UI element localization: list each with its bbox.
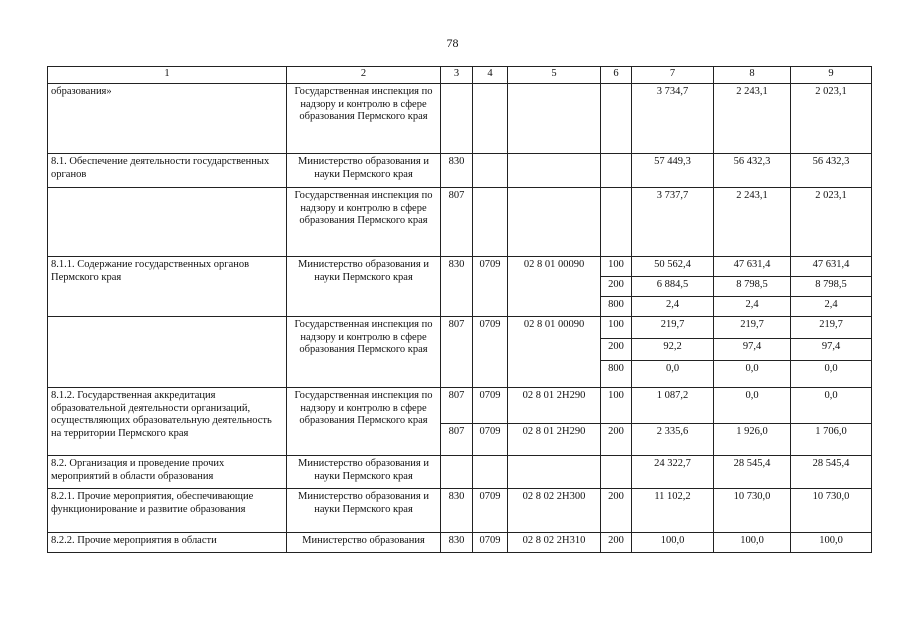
amount-col8-cell: 1 926,0 bbox=[714, 424, 791, 456]
table-row bbox=[48, 84, 872, 154]
amount-col7-cell: 6 884,5 bbox=[632, 277, 714, 297]
agency-cell: Государственная инспекция по надзору и контролю в сфере образования Пермского края bbox=[287, 317, 441, 388]
item-name-cell: 8.1. Обеспечение деятельности государственных органов bbox=[48, 154, 287, 188]
amount-col8-cell: 97,4 bbox=[714, 339, 791, 361]
expense-type-cell bbox=[601, 84, 632, 154]
code-cell: 830 bbox=[441, 533, 473, 553]
amount-col8-cell: 219,7 bbox=[714, 317, 791, 339]
target-article-cell bbox=[508, 154, 601, 188]
expense-type-cell: 200 bbox=[601, 533, 632, 553]
amount-col8-cell: 2 243,1 bbox=[714, 188, 791, 257]
expense-type-cell: 100 bbox=[601, 317, 632, 339]
expense-type-cell: 200 bbox=[601, 339, 632, 361]
expense-type-cell: 100 bbox=[601, 388, 632, 424]
amount-col7-cell: 50 562,4 bbox=[632, 257, 714, 277]
target-article-cell bbox=[508, 84, 601, 154]
section-cell: 0709 bbox=[473, 489, 508, 533]
agency-cell: Министерство образования и науки Пермского края bbox=[287, 489, 441, 533]
section-cell: 0709 bbox=[473, 257, 508, 317]
header-cell: 3 bbox=[441, 67, 473, 84]
amount-col9-cell: 8 798,5 bbox=[791, 277, 872, 297]
amount-col7-cell: 2 335,6 bbox=[632, 424, 714, 456]
section-cell bbox=[473, 154, 508, 188]
table-row bbox=[48, 489, 872, 533]
code-cell: 830 bbox=[441, 489, 473, 533]
code-cell: 830 bbox=[441, 154, 473, 188]
amount-col7-cell: 3 737,7 bbox=[632, 188, 714, 257]
target-article-cell: 02 8 01 2Н290 bbox=[508, 424, 601, 456]
amount-col8-cell: 8 798,5 bbox=[714, 277, 791, 297]
table-row bbox=[48, 154, 872, 188]
amount-col8-cell: 47 631,4 bbox=[714, 257, 791, 277]
amount-col8-cell: 100,0 bbox=[714, 533, 791, 553]
target-article-cell: 02 8 02 2Н310 bbox=[508, 533, 601, 553]
page-number: 78 bbox=[446, 36, 459, 50]
code-cell bbox=[441, 456, 473, 489]
agency-cell: Государственная инспекция по надзору и контролю в сфере образования Пермского края bbox=[287, 188, 441, 257]
amount-col9-cell: 47 631,4 bbox=[791, 257, 872, 277]
item-name-cell: 8.2.1. Прочие мероприятия, обеспечивающие функционирование и развитие образования bbox=[48, 489, 287, 533]
expense-type-cell bbox=[601, 456, 632, 489]
header-cell: 7 bbox=[632, 67, 714, 84]
code-cell: 807 bbox=[441, 388, 473, 424]
expense-type-cell: 200 bbox=[601, 277, 632, 297]
target-article-cell: 02 8 01 2Н290 bbox=[508, 388, 601, 424]
expense-type-cell bbox=[601, 154, 632, 188]
amount-col9-cell: 97,4 bbox=[791, 339, 872, 361]
agency-cell: Государственная инспекция по надзору и контролю в сфере образования Пермского края bbox=[287, 84, 441, 154]
header-cell: 5 bbox=[508, 67, 601, 84]
amount-col7-cell: 219,7 bbox=[632, 317, 714, 339]
table-row bbox=[48, 257, 872, 277]
item-name-cell: 8.1.1. Содержание государственных органов Пермского края bbox=[48, 257, 287, 317]
header-cell: 4 bbox=[473, 67, 508, 84]
code-cell: 807 bbox=[441, 317, 473, 388]
amount-col9-cell: 10 730,0 bbox=[791, 489, 872, 533]
code-cell bbox=[441, 84, 473, 154]
amount-col7-cell: 11 102,2 bbox=[632, 489, 714, 533]
section-cell: 0709 bbox=[473, 317, 508, 388]
table-row bbox=[48, 388, 872, 424]
target-article-cell: 02 8 01 00090 bbox=[508, 317, 601, 388]
target-article-cell bbox=[508, 188, 601, 257]
target-article-cell bbox=[508, 456, 601, 489]
header-cell: 6 bbox=[601, 67, 632, 84]
target-article-cell: 02 8 01 00090 bbox=[508, 257, 601, 317]
amount-col8-cell: 2,4 bbox=[714, 297, 791, 317]
expense-type-cell: 800 bbox=[601, 297, 632, 317]
amount-col7-cell: 92,2 bbox=[632, 339, 714, 361]
amount-col7-cell: 2,4 bbox=[632, 297, 714, 317]
agency-cell: Министерство образования bbox=[287, 533, 441, 553]
header-cell: 8 bbox=[714, 67, 791, 84]
amount-col7-cell: 100,0 bbox=[632, 533, 714, 553]
header-cell: 9 bbox=[791, 67, 872, 84]
item-name-cell bbox=[48, 317, 287, 388]
amount-col8-cell: 0,0 bbox=[714, 388, 791, 424]
table-header-row bbox=[48, 67, 872, 84]
section-cell bbox=[473, 456, 508, 489]
code-cell: 807 bbox=[441, 188, 473, 257]
amount-col7-cell: 24 322,7 bbox=[632, 456, 714, 489]
amount-col7-cell: 0,0 bbox=[632, 361, 714, 388]
item-name-cell: 8.1.2. Государственная аккредитация образовательной деятельности организаций, осуществляющих образовательную деятельность на территории Пермского края bbox=[48, 388, 287, 456]
amount-col8-cell: 10 730,0 bbox=[714, 489, 791, 533]
amount-col8-cell: 0,0 bbox=[714, 361, 791, 388]
budget-table bbox=[47, 66, 872, 553]
amount-col8-cell: 56 432,3 bbox=[714, 154, 791, 188]
amount-col9-cell: 0,0 bbox=[791, 361, 872, 388]
section-cell bbox=[473, 84, 508, 154]
amount-col8-cell: 2 243,1 bbox=[714, 84, 791, 154]
expense-type-cell: 200 bbox=[601, 489, 632, 533]
agency-cell: Министерство образования и науки Пермского края bbox=[287, 456, 441, 489]
header-cell: 2 bbox=[287, 67, 441, 84]
amount-col9-cell: 2 023,1 bbox=[791, 188, 872, 257]
expense-type-cell: 200 bbox=[601, 424, 632, 456]
table-row bbox=[48, 533, 872, 553]
amount-col9-cell: 2,4 bbox=[791, 297, 872, 317]
code-cell: 830 bbox=[441, 257, 473, 317]
amount-col9-cell: 100,0 bbox=[791, 533, 872, 553]
expense-type-cell bbox=[601, 188, 632, 257]
amount-col9-cell: 2 023,1 bbox=[791, 84, 872, 154]
agency-cell: Государственная инспекция по надзору и контролю в сфере образования Пермского края bbox=[287, 388, 441, 456]
table-row bbox=[48, 188, 872, 257]
agency-cell: Министерство образования и науки Пермского края bbox=[287, 257, 441, 317]
table-row bbox=[48, 456, 872, 489]
amount-col7-cell: 57 449,3 bbox=[632, 154, 714, 188]
item-name-cell bbox=[48, 188, 287, 257]
item-name-cell: 8.2.2. Прочие мероприятия в области bbox=[48, 533, 287, 553]
amount-col9-cell: 28 545,4 bbox=[791, 456, 872, 489]
section-cell: 0709 bbox=[473, 533, 508, 553]
target-article-cell: 02 8 02 2Н300 bbox=[508, 489, 601, 533]
agency-cell: Министерство образования и науки Пермского края bbox=[287, 154, 441, 188]
item-name-cell: образования» bbox=[48, 84, 287, 154]
section-cell: 0709 bbox=[473, 424, 508, 456]
expense-type-cell: 800 bbox=[601, 361, 632, 388]
amount-col9-cell: 219,7 bbox=[791, 317, 872, 339]
amount-col7-cell: 1 087,2 bbox=[632, 388, 714, 424]
amount-col9-cell: 1 706,0 bbox=[791, 424, 872, 456]
section-cell bbox=[473, 188, 508, 257]
table-row bbox=[48, 317, 872, 339]
header-cell: 1 bbox=[48, 67, 287, 84]
expense-type-cell: 100 bbox=[601, 257, 632, 277]
amount-col7-cell: 3 734,7 bbox=[632, 84, 714, 154]
section-cell: 0709 bbox=[473, 388, 508, 424]
amount-col9-cell: 56 432,3 bbox=[791, 154, 872, 188]
amount-col8-cell: 28 545,4 bbox=[714, 456, 791, 489]
amount-col9-cell: 0,0 bbox=[791, 388, 872, 424]
code-cell: 807 bbox=[441, 424, 473, 456]
item-name-cell: 8.2. Организация и проведение прочих мероприятий в области образования bbox=[48, 456, 287, 489]
